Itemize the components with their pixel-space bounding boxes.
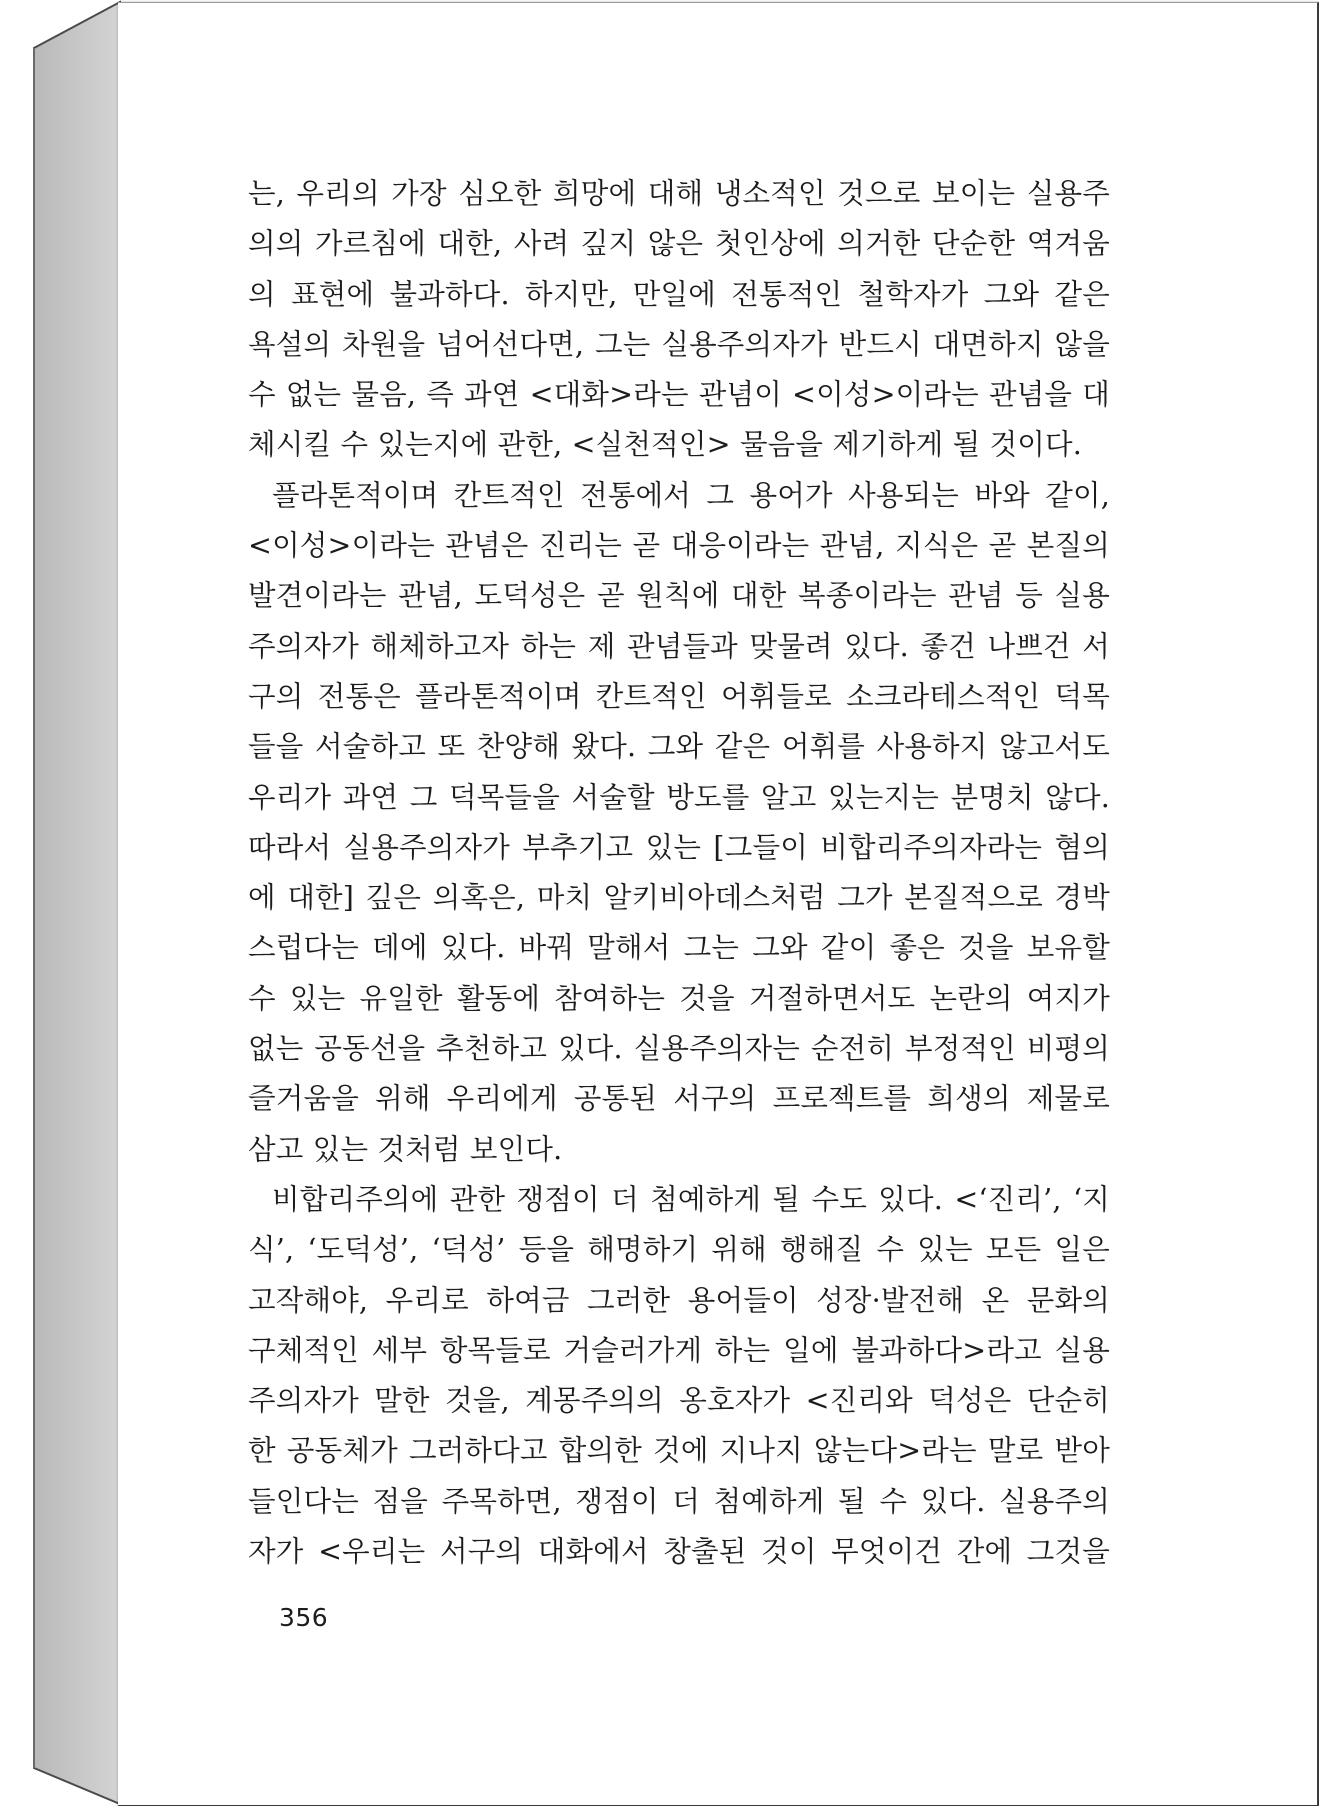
text-line: 들인다는 점을 주목하면, 쟁점이 더 첨예하게 될 수 있다. 실용주의 (248, 1484, 1110, 1518)
text-line: 에 대한] 깊은 의혹은, 마치 알키비아데스처럼 그가 본질적으로 경박 (248, 881, 1110, 915)
text-line: 식’, ‘도덕성’, ‘덕성’ 등을 해명하기 위해 행해질 수 있는 모든 일은 (248, 1233, 1110, 1267)
text-line: 주의자가 말한 것을, 계몽주의의 옹호자가 <진리와 덕성은 단순히 (248, 1384, 1110, 1418)
text-line: 스럽다는 데에 있다. 바꿔 말해서 그는 그와 같이 좋은 것을 보유할 (248, 931, 1110, 965)
text-line: 자가 <우리는 서구의 대화에서 창출된 것이 무엇이건 간에 그것을 (248, 1535, 1110, 1569)
text-line: 수 있는 유일한 활동에 참여하는 것을 거절하면서도 논란의 여지가 (248, 981, 1110, 1015)
text-line: 삼고 있는 것처럼 보인다. (248, 1132, 563, 1166)
text-line: 없는 공동선을 추천하고 있다. 실용주의자는 순전히 부정적인 비평의 (248, 1032, 1110, 1066)
text-line: 주의자가 해체하고자 하는 제 관념들과 맞물려 있다. 좋건 나쁘건 서 (248, 629, 1110, 663)
text-line: 는, 우리의 가장 심오한 희망에 대해 냉소적인 것으로 보이는 실용주 (248, 177, 1110, 210)
text-line: 들을 서술하고 또 찬양해 왔다. 그와 같은 어휘를 사용하지 않고서도 (248, 730, 1110, 764)
book-page (118, 2, 1319, 1806)
text-line: 플라톤적이며 칸트적인 전통에서 그 용어가 사용되는 바와 같이, (272, 478, 1110, 512)
text-line: <이성>이라는 관념은 진리는 곧 대응이라는 관념, 지식은 곧 본질의 (248, 529, 1110, 563)
text-line: 의 표현에 불과하다. 하지만, 만일에 전통적인 철학자가 그와 같은 (248, 277, 1110, 311)
text-line: 의의 가르침에 대한, 사려 깊지 않은 첫인상에 의거한 단순한 역겨움 (248, 227, 1110, 261)
body-text (248, 169, 1110, 1577)
text-line: 한 공동체가 그러하다고 합의한 것에 지나지 않는다>라는 말로 받아 (248, 1434, 1110, 1468)
text-line: 즐거움을 위해 우리에게 공통된 서구의 프로젝트를 희생의 제물로 (248, 1082, 1110, 1116)
text-line: 비합리주의에 관한 쟁점이 더 첨예하게 될 수도 있다. <‘진리’, ‘지 (272, 1182, 1110, 1216)
text-line: 수 없는 물음, 즉 과연 <대화>라는 관념이 <이성>이라는 관념을 대 (248, 378, 1110, 412)
text-line: 따라서 실용주의자가 부추기고 있는 [그들이 비합리주의자라는 혐의 (248, 830, 1110, 864)
page-number: 356 (279, 1603, 329, 1632)
text-line: 고작해야, 우리로 하여금 그러한 용어들이 성장·발전해 온 문화의 (248, 1283, 1110, 1317)
text-line: 욕설의 차원을 넘어선다면, 그는 실용주의자가 반드시 대면하지 않을 (248, 327, 1110, 361)
text-line: 구체적인 세부 항목들로 거슬러가게 하는 일에 불과하다>라고 실용 (248, 1333, 1110, 1367)
book-spine (0, 0, 130, 1806)
text-line: 발견이라는 관념, 도덕성은 곧 원칙에 대한 복종이라는 관념 등 실용 (248, 579, 1110, 613)
text-line: 우리가 과연 그 덕목들을 서술할 방도를 알고 있는지는 분명치 않다. (248, 780, 1110, 814)
text-line: 구의 전통은 플라톤적이며 칸트적인 어휘들로 소크라테스적인 덕목 (248, 679, 1110, 713)
text-line: 체시킬 수 있는지에 관한, <실천적인> 물음을 제기하게 될 것이다. (248, 428, 1083, 462)
